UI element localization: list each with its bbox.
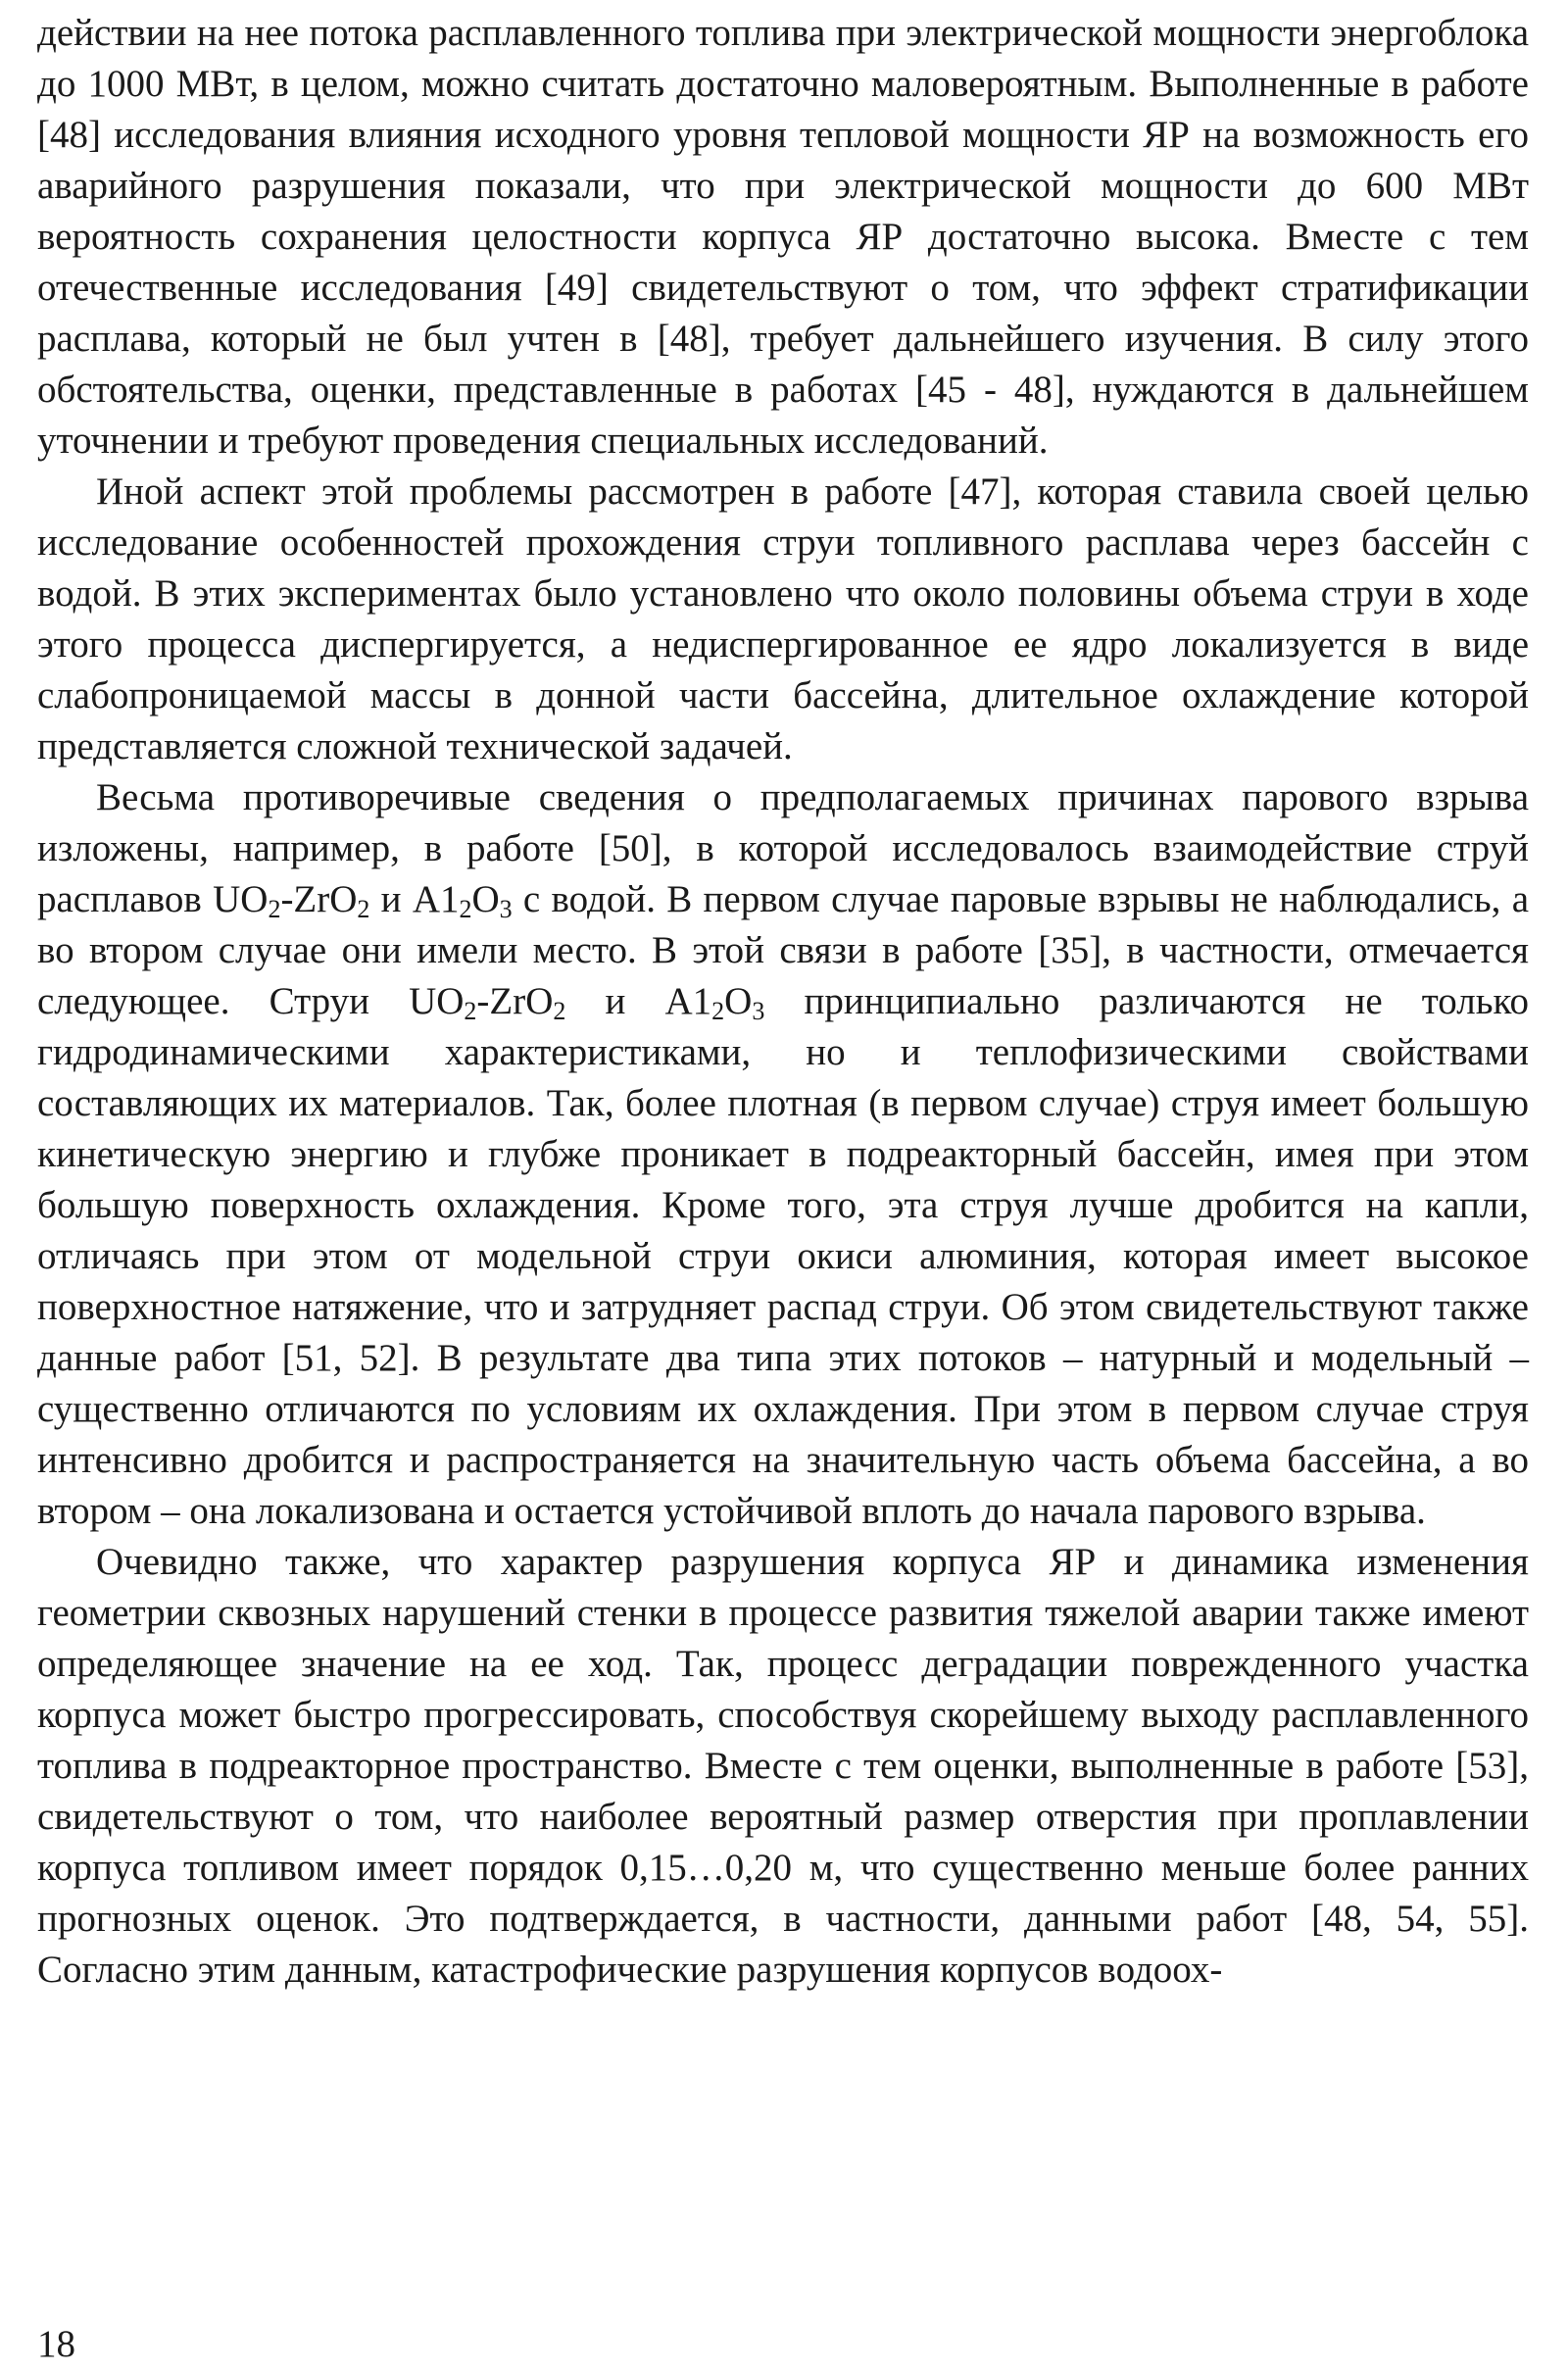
text-segment: и A1 bbox=[565, 980, 712, 1022]
paragraph-3 bbox=[37, 772, 1529, 1537]
text-segment: и A1 bbox=[369, 878, 460, 920]
subscript: 2 bbox=[464, 997, 477, 1025]
subscript: 2 bbox=[711, 997, 725, 1025]
text-segment: -ZrO bbox=[476, 980, 554, 1022]
page-number: 18 bbox=[37, 2323, 75, 2365]
subscript: 2 bbox=[553, 997, 566, 1025]
text-segment: -ZrO bbox=[280, 878, 358, 920]
subscript: 3 bbox=[499, 895, 513, 923]
subscript: 2 bbox=[459, 895, 472, 923]
text-segment: O bbox=[471, 878, 500, 920]
text-segment: с водой. В первом случае паровые взрывы не наблюдались, а во втором случае они имели место. В этой связи в работе [35], в частности, отмечается следующее. Струи UO bbox=[37, 878, 1530, 1022]
document-page bbox=[37, 8, 1529, 1996]
subscript: 2 bbox=[357, 895, 370, 923]
paragraph-1: действии на нее потока расплавленного топлива при электрической мощности энергоблока до 1000 МВт, в целом, можно считать достаточно маловероятным. Выполненные в работе [48] исследования влияния исходного уровня тепловой мощности ЯР на возможность его аварийного разрушения показали, что при электрической мощности до 600 МВт вероятность сохранения целостности корпуса ЯР достаточно высока. Вместе с тем отечественные исследования [49] свидетельствуют о том, что эффект стратификации расплава, который не был учтен в [48], требует дальнейшего изучения. В силу этого обстоятельства, оценки, представленные в работах [45 - 48], нуждаются в дальнейшем уточнении и требуют проведения специальных исследований. bbox=[37, 12, 1529, 462]
text-segment: принципиально различаются не только гидродинамическими характеристиками, но и теплофизическими свойствами составляющих их материалов. Так, более плотная (в первом случае) струя имеет большую кинетическую энергию и глубже проникает в подреакторный бассейн, имея при этом большую поверхность охлаждения. Кроме того, эта струя лучше дробится на капли, отличаясь при этом от модельной струи окиси алюминия, которая имеет высокое поверхностное натяжение, что и затрудняет распад струи. Об этом свидетельствуют также данные работ [51, 52]. В результате два типа этих потоков – натурный и модельный – существенно отличаются по условиям их охлаждения. При этом в первом случае струя интенсивно дробится и распространяется на значительную часть объема бассейна, а во втором – она локализована и остается устойчивой вплоть до начала парового взрыва. bbox=[37, 980, 1529, 1532]
text-segment: O bbox=[724, 980, 753, 1022]
text-segment: Весьма противоречивые сведения о предполагаемых причинах парового взрыва изложены, например, в работе [50], в которой исследовалось взаимодействие струй расплавов UO bbox=[37, 776, 1529, 920]
paragraph-4: Очевидно также, что характер разрушения корпуса ЯР и динамика изменения геометрии сквозных нарушений стенки в процессе развития тяжелой аварии также имеют определяющее значение на ее ход. Так, процесс деградации поврежденного участка корпуса может быстро прогрессировать, способствуя скорейшему выходу расплавленного топлива в подреакторное пространство. Вместе с тем оценки, выполненные в работе [53], свидетельствуют о том, что наиболее вероятный размер отверстия при проплавлении корпуса топливом имеет порядок 0,15…0,20 м, что существенно меньше более ранних прогнозных оценок. Это подтверждается, в частности, данными работ [48, 54, 55]. Согласно этим данным, катастрофические разрушения корпусов водоох- bbox=[37, 1541, 1529, 1991]
paragraph-2: Иной аспект этой проблемы рассмотрен в работе [47], которая ставила своей целью исследование особенностей прохождения струи топливного расплава через бассейн с водой. В этих экспериментах было установлено что около половины объема струи в ходе этого процесса диспергируется, а недиспергированное ее ядро локализуется в виде слабопроницаемой массы в донной части бассейна, длительное охлаждение которой представляется сложной технической задачей. bbox=[37, 470, 1529, 767]
subscript: 3 bbox=[752, 997, 765, 1025]
subscript: 2 bbox=[268, 895, 281, 923]
